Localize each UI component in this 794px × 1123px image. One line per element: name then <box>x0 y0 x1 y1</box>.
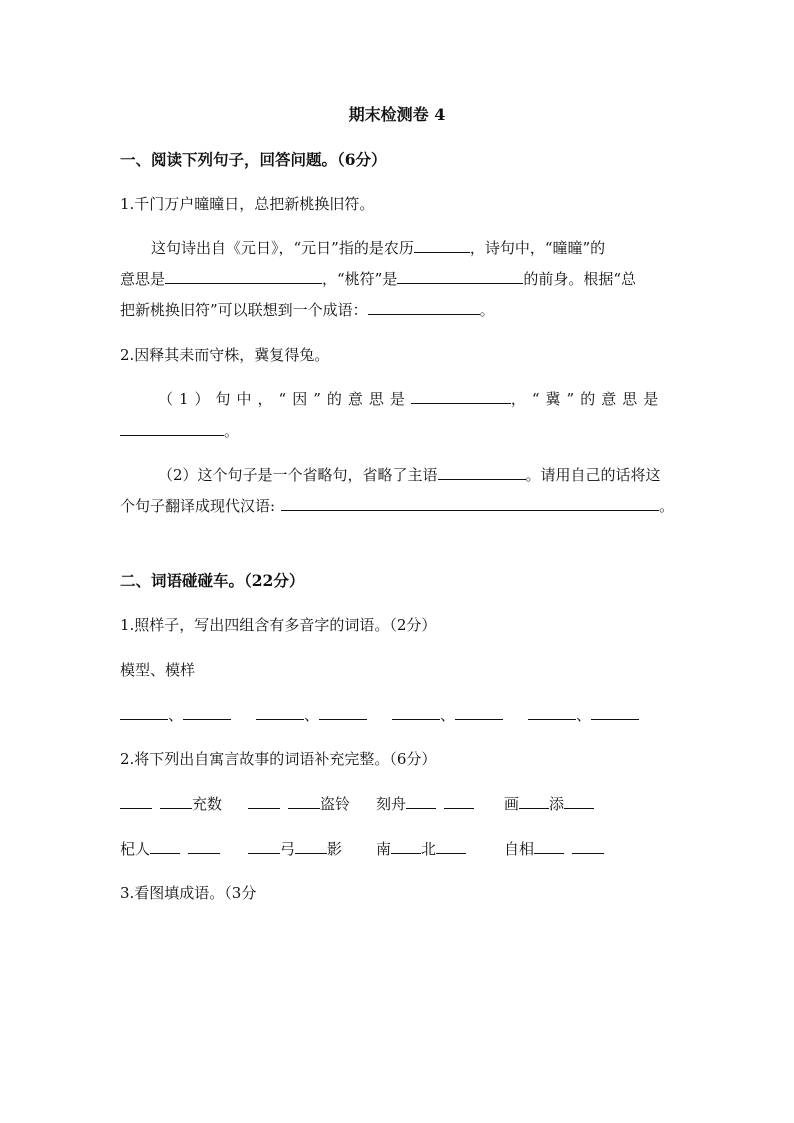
q1-text: 的前身。根据“总 <box>523 270 637 288</box>
answer-blank[interactable] <box>572 839 604 854</box>
q2-text: 。 <box>659 497 675 515</box>
section2-heading: 二、词语碰碰车。（22分） <box>120 571 305 590</box>
answer-blank[interactable] <box>534 839 564 854</box>
answer-blank[interactable] <box>444 794 474 809</box>
answer-blank[interactable] <box>519 794 549 809</box>
q1-text: ，诗句中，“曈曈”的 <box>469 239 606 257</box>
q2-part2-line1 <box>158 464 661 485</box>
answer-blank[interactable] <box>368 300 480 315</box>
polyphone-pair-1 <box>120 704 231 725</box>
idiom-5 <box>120 838 220 859</box>
idiom-text: 影 <box>327 840 343 858</box>
q1-paragraph-line1 <box>151 237 605 258</box>
answer-blank[interactable] <box>406 794 436 809</box>
idiom-1 <box>120 793 222 814</box>
answer-blank[interactable] <box>392 705 440 720</box>
separator: 、 <box>440 706 456 724</box>
answer-blank[interactable] <box>248 794 280 809</box>
answer-blank[interactable] <box>248 839 280 854</box>
section1-heading: 一、阅读下列句子，回答问题。（6分） <box>120 150 387 169</box>
q2-part1-line1 <box>158 388 664 409</box>
s2-q3-prompt: 3.看图填成语。（3分 <box>120 884 257 902</box>
polyphone-pair-4 <box>528 704 639 725</box>
idiom-text: 南 <box>376 840 392 858</box>
answer-blank[interactable] <box>295 839 327 854</box>
q2-text: 。 <box>224 422 240 440</box>
answer-blank[interactable] <box>564 794 594 809</box>
page-title: 期末检测卷 4 <box>348 105 446 124</box>
polyphone-pair-3 <box>392 704 503 725</box>
idiom-text: 添 <box>549 795 565 813</box>
q2-part1-line2 <box>120 420 239 441</box>
q2-text: 。请用自己的话将这 <box>525 466 661 484</box>
s2-q2-prompt: 2.将下列出自寓言故事的词语补充完整。（6分） <box>120 750 437 768</box>
idiom-6 <box>248 838 342 859</box>
answer-blank[interactable] <box>391 839 421 854</box>
q1-text: 。 <box>479 301 495 319</box>
separator: 、 <box>576 706 592 724</box>
q2-text: 个句子翻译成现代汉语: <box>120 497 276 515</box>
answer-blank[interactable] <box>411 389 511 404</box>
polyphone-pair-2 <box>256 704 367 725</box>
answer-blank[interactable] <box>120 794 152 809</box>
idiom-text: 刻舟 <box>376 795 407 813</box>
answer-blank[interactable] <box>183 705 231 720</box>
idiom-text: 画 <box>504 795 520 813</box>
q1-text: ，“桃符”是 <box>322 270 398 288</box>
answer-blank[interactable] <box>438 465 526 480</box>
idiom-text: 自相 <box>504 840 535 858</box>
idiom-3 <box>376 793 474 814</box>
s2-q1-example: 模型、模样 <box>120 661 196 679</box>
answer-blank[interactable] <box>319 705 367 720</box>
q1-sentence: 1.千门万户曈曈日，总把新桃换旧符。 <box>120 195 375 213</box>
answer-blank[interactable] <box>150 839 180 854</box>
answer-blank[interactable] <box>188 839 220 854</box>
answer-blank[interactable] <box>591 705 639 720</box>
answer-blank[interactable] <box>414 238 470 253</box>
q2-text: （2）这个句子是一个省略句，省略了主语 <box>158 466 438 484</box>
s2-q1-prompt: 1.照样子，写出四组含有多音字的词语。（2分） <box>120 616 437 634</box>
answer-blank[interactable] <box>288 794 320 809</box>
answer-blank[interactable] <box>160 794 192 809</box>
idiom-text: 北 <box>421 840 437 858</box>
answer-blank[interactable] <box>397 269 523 284</box>
q1-text: 意思是 <box>120 270 166 288</box>
q2-text: （1）句中，“因”的意思是 <box>158 390 411 408</box>
q1-text: 这句诗出自《元日》，“元日”指的是农历 <box>151 239 414 257</box>
answer-blank[interactable] <box>455 705 503 720</box>
answer-blank[interactable] <box>120 421 224 436</box>
q1-paragraph-line2 <box>120 268 636 289</box>
q2-text: ，“冀”的意思是 <box>510 390 665 408</box>
idiom-7 <box>376 838 466 859</box>
q2-part2-line2 <box>120 495 674 516</box>
idiom-text: 弓 <box>280 840 296 858</box>
idiom-text: 盗铃 <box>320 795 351 813</box>
idiom-8 <box>504 838 604 859</box>
separator: 、 <box>168 706 184 724</box>
separator: 、 <box>304 706 320 724</box>
answer-blank[interactable] <box>256 705 304 720</box>
q2-sentence: 2.因释其耒而守株，冀复得兔。 <box>120 346 330 364</box>
q1-paragraph-line3 <box>120 299 495 320</box>
q1-text: 把新桃换旧符”可以联想到一个成语： <box>120 301 368 319</box>
idiom-4 <box>504 793 594 814</box>
answer-blank[interactable] <box>528 705 576 720</box>
idiom-text: 杞人 <box>120 840 151 858</box>
idiom-2 <box>248 793 350 814</box>
idiom-text: 充数 <box>192 795 223 813</box>
answer-blank[interactable] <box>120 705 168 720</box>
answer-blank[interactable] <box>165 269 322 284</box>
answer-blank[interactable] <box>281 496 659 511</box>
answer-blank[interactable] <box>436 839 466 854</box>
